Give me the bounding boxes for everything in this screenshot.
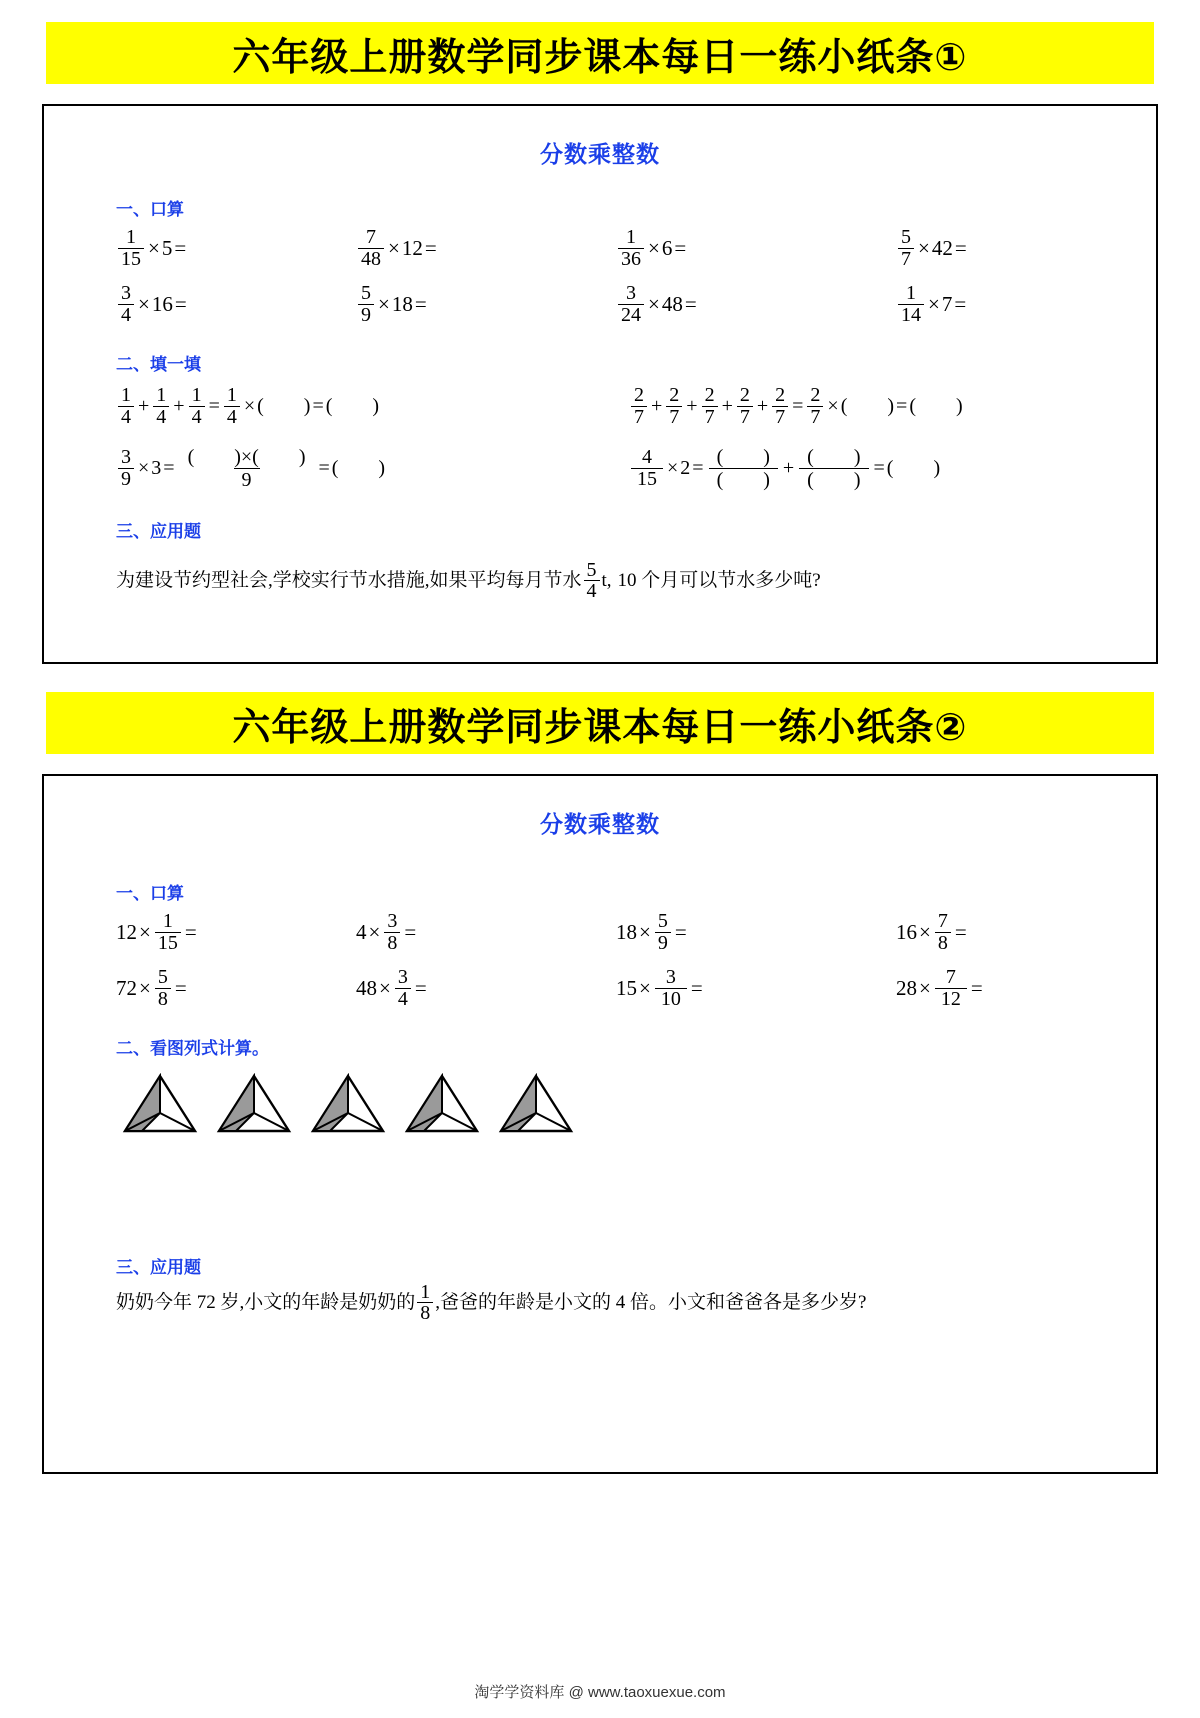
operator: ×: [368, 919, 381, 944]
worksheet-1-section-oral: 一、口算: [116, 200, 184, 220]
operator: ×: [138, 456, 150, 479]
equals-sign: =: [954, 291, 967, 316]
fraction: $\frac{3}{4}$: [395, 967, 411, 1009]
operand: 42: [931, 235, 953, 260]
plus-sign: +: [651, 394, 663, 417]
problem-item: [116, 904, 336, 960]
operator: ×: [243, 394, 256, 417]
operand: 18: [616, 919, 637, 944]
fraction: $\frac{3}{9}$: [118, 447, 134, 489]
plus-sign: +: [721, 394, 733, 417]
operator: ×: [648, 291, 660, 316]
fraction: $\frac{1}{14}$: [898, 283, 924, 325]
operator: ×: [918, 235, 930, 260]
operator: ×: [919, 975, 931, 1000]
operand: 7: [941, 291, 953, 316]
problem-item: [576, 220, 836, 276]
fraction: $\frac{2}{7}$: [666, 385, 682, 427]
fraction: $\frac{2}{7}$: [702, 385, 718, 427]
operator: ×: [148, 235, 160, 260]
answer-blank[interactable]: ( ): [257, 394, 311, 417]
fraction: $\frac{5}{8}$: [155, 967, 171, 1009]
fraction: $\frac{1}{4}$: [153, 385, 169, 427]
worksheet-1-oral-row-1: [116, 220, 1116, 276]
operator: ×: [827, 394, 839, 417]
operand: 16: [151, 291, 173, 316]
answer-blank[interactable]: ( ): [331, 456, 386, 479]
answer-blank[interactable]: ( ): [909, 394, 963, 417]
word-problem-unit: t,: [601, 569, 612, 591]
worksheet-1-section-fill: 二、填一填: [116, 355, 201, 375]
equals-sign: =: [692, 456, 704, 479]
operand: 12: [401, 235, 423, 260]
problem-item: [836, 960, 1116, 1016]
triangle-icon: [498, 1073, 574, 1135]
worksheet-2-section-word: 三、应用题: [116, 1258, 201, 1278]
operator: ×: [639, 975, 651, 1000]
fraction-result: $\frac{2}{7}$: [807, 385, 823, 427]
equals-sign: =: [792, 394, 804, 417]
worksheet-1-banner-text: 六年级上册数学同步课本每日一练小纸条①: [232, 34, 968, 79]
answer-fraction-blank[interactable]: ( ) ( ): [709, 446, 778, 491]
fill-problem-left: [116, 446, 603, 491]
equals-sign: =: [404, 919, 417, 944]
worksheet-1-section-word: 三、应用题: [116, 522, 201, 542]
fraction-result: $\frac{1}{4}$: [224, 385, 240, 427]
equals-sign: =: [954, 919, 967, 944]
worksheet-2-oral-row-2: [116, 960, 1116, 1016]
plus-sign: +: [138, 394, 150, 417]
operand: 48: [661, 291, 683, 316]
problem-item: [116, 960, 336, 1016]
operand: 16: [896, 919, 917, 944]
problem-item: [576, 904, 836, 960]
word-problem-text-end: ,爸爸的年龄是小文的 4 倍。小文和爸爸各是多少岁?: [435, 1291, 867, 1313]
equals-sign: =: [184, 919, 197, 944]
answer-blank[interactable]: ( ): [325, 394, 380, 417]
fraction: $\frac{3}{4}$: [118, 283, 134, 325]
plus-sign: +: [686, 394, 698, 417]
equals-sign: =: [424, 235, 437, 260]
problem-item: [836, 904, 1116, 960]
problem-item: [336, 904, 576, 960]
equals-sign: =: [312, 394, 324, 417]
operator: ×: [139, 919, 151, 944]
triangle-icon: [404, 1073, 480, 1135]
worksheet-2-body: [42, 774, 1158, 1474]
answer-blank[interactable]: ( ): [840, 394, 895, 417]
equals-sign: =: [174, 291, 187, 316]
answer-blank[interactable]: ( ): [886, 456, 941, 479]
operand: 48: [356, 975, 377, 1000]
equals-sign: =: [674, 235, 687, 260]
answer-fraction-blank[interactable]: ( )×( ) 9: [187, 445, 306, 491]
word-problem-text: 为建设节约型社会,学校实行节水措施,如果平均每月节水: [116, 569, 582, 591]
fraction: $\frac{1}{8}$: [417, 1282, 433, 1324]
equals-sign: =: [318, 456, 330, 479]
fraction: $\frac{7}{48}$: [358, 227, 384, 269]
fraction: $\frac{5}{9}$: [358, 283, 374, 325]
fill-problem-right: [603, 385, 1116, 427]
worksheet-1-fill-row-2: [116, 437, 1116, 499]
fraction: $\frac{1}{15}$: [118, 227, 144, 269]
equals-sign: =: [174, 975, 187, 1000]
worksheet-2-word-problem: [116, 1282, 1100, 1324]
equals-sign: =: [174, 235, 187, 260]
operator: ×: [378, 291, 390, 316]
answer-fraction-blank[interactable]: ( ) ( ): [799, 446, 868, 491]
operand: 28: [896, 975, 917, 1000]
operator: ×: [639, 919, 651, 944]
equals-sign: =: [163, 456, 175, 479]
worksheet-1-word-problem: [116, 560, 1100, 602]
fraction: $\frac{7}{12}$: [935, 967, 967, 1009]
operator: ×: [928, 291, 940, 316]
worksheet-2-title: 分数乘整数: [540, 812, 660, 838]
operand: 4: [356, 919, 367, 944]
problem-item: [336, 276, 576, 332]
worksheet-2-banner: [46, 692, 1154, 754]
problem-item: [336, 220, 576, 276]
operand: 72: [116, 975, 137, 1000]
problem-item: [836, 276, 1116, 332]
equals-sign: =: [684, 291, 697, 316]
fraction: $\frac{5}{7}$: [898, 227, 914, 269]
worksheet-1-body: [42, 104, 1158, 664]
operator: ×: [919, 919, 931, 944]
fraction: $\frac{3}{8}$: [384, 911, 400, 953]
worksheet-2-section-figure: 二、看图列式计算。: [116, 1039, 269, 1059]
fraction: $\frac{3}{24}$: [618, 283, 644, 325]
worksheet-1-title: 分数乘整数: [540, 142, 660, 168]
operand: 18: [391, 291, 413, 316]
word-problem-text-end: 10 个月可以节水多少吨?: [617, 569, 821, 591]
equals-sign: =: [690, 975, 703, 1000]
plus-sign: +: [756, 394, 769, 417]
worksheet-1-oral-row-2: [116, 276, 1116, 332]
plus-sign: +: [782, 456, 795, 479]
fraction: $\frac{5}{9}$: [655, 911, 671, 953]
equals-sign: =: [873, 456, 885, 479]
problem-item: [836, 220, 1116, 276]
fraction: $\frac{3}{10}$: [655, 967, 687, 1009]
fraction: $\frac{1}{36}$: [618, 227, 644, 269]
operand: 3: [151, 456, 162, 479]
fraction: $\frac{4}{15}$: [631, 447, 663, 489]
plus-sign: +: [173, 394, 185, 417]
worksheet-2-section-oral: 一、口算: [116, 884, 184, 904]
equals-sign: =: [970, 975, 983, 1000]
triangle-icon: [310, 1073, 386, 1135]
fraction: $\frac{1}{4}$: [189, 385, 205, 427]
problem-item: [116, 220, 336, 276]
operand: 6: [661, 235, 673, 260]
worksheet-1-fill-row-1: [116, 375, 1116, 437]
equals-sign: =: [208, 394, 220, 417]
operand: 15: [616, 975, 637, 1000]
worksheet-1-banner: [46, 22, 1154, 84]
equals-sign: =: [414, 975, 427, 1000]
word-problem-text: 奶奶今年 72 岁,小文的年龄是奶奶的: [116, 1291, 416, 1313]
fill-problem-left: [116, 385, 603, 427]
fraction: $\frac{2}{7}$: [737, 385, 753, 427]
equals-sign: =: [674, 919, 687, 944]
operator: ×: [388, 235, 400, 260]
equals-sign: =: [896, 394, 908, 417]
operand: 2: [680, 456, 691, 479]
operator: ×: [667, 456, 679, 479]
fraction: $\frac{1}{4}$: [118, 385, 134, 427]
fraction: $\frac{7}{8}$: [935, 911, 951, 953]
worksheet-2-oral-row-1: [116, 904, 1116, 960]
worksheet-2-banner-text: 六年级上册数学同步课本每日一练小纸条②: [232, 704, 968, 749]
problem-item: [576, 960, 836, 1016]
operator: ×: [139, 975, 151, 1000]
operand: 12: [116, 919, 137, 944]
operand: 5: [161, 235, 173, 260]
triangle-icon: [216, 1073, 292, 1135]
fraction: $\frac{2}{7}$: [631, 385, 647, 427]
operator: ×: [379, 975, 391, 1000]
equals-sign: =: [954, 235, 967, 260]
equals-sign: =: [414, 291, 427, 316]
operator: ×: [648, 235, 660, 260]
triangle-figure-group: [122, 1073, 1156, 1135]
problem-item: [336, 960, 576, 1016]
fill-problem-right: [603, 446, 1116, 491]
problem-item: [576, 276, 836, 332]
page-footer: 淘学学资料库 @ www.taoxuexue.com: [474, 1684, 726, 1701]
fraction: $\frac{5}{4}$: [584, 560, 600, 602]
triangle-icon: [122, 1073, 198, 1135]
problem-item: [116, 276, 336, 332]
operator: ×: [138, 291, 150, 316]
fraction: $\frac{2}{7}$: [772, 385, 788, 427]
fraction: $\frac{1}{15}$: [155, 911, 181, 953]
